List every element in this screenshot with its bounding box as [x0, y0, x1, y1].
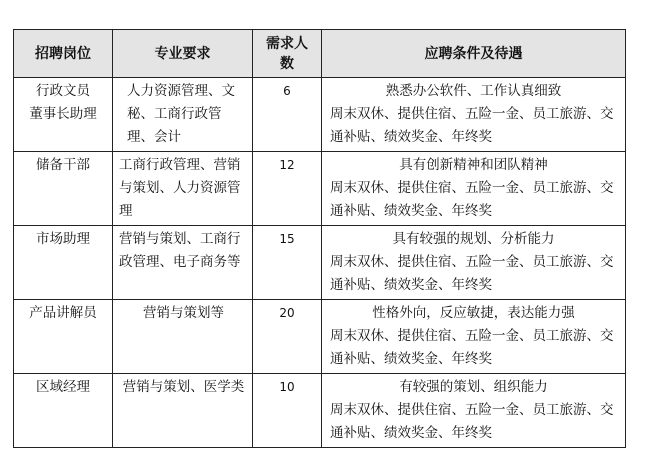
position-cell [14, 300, 113, 374]
condition-text: 性格外向，反应敏捷，表达能力强 [372, 305, 575, 321]
table-row [14, 226, 626, 300]
position-name: 行政文员 [36, 83, 90, 99]
condition-text: 有较强的策划、组织能力 [399, 379, 548, 395]
position-cell [14, 226, 113, 300]
major-cell: 工商行政管理、营销与策划、人力资源管理 [113, 152, 253, 226]
major-cell: 营销与策划等 [113, 300, 253, 374]
position-name: 储备干部 [36, 157, 90, 173]
count-cell: 6 [253, 78, 322, 152]
conditions-cell [322, 374, 626, 448]
count-cell: 10 [253, 374, 322, 448]
condition-text: 具有较强的规划、分析能力 [392, 231, 555, 247]
benefits-text: 周末双休、提供住宿、五险一金、员工旅游、交通补贴、绩效奖金、年终奖 [330, 328, 614, 367]
count-cell: 20 [253, 300, 322, 374]
table-row [14, 152, 626, 226]
condition-text: 熟悉办公软件、工作认真细致 [385, 83, 562, 99]
header-row [14, 30, 626, 78]
conditions-cell [322, 300, 626, 374]
benefits-text: 周末双休、提供住宿、五险一金、员工旅游、交通补贴、绩效奖金、年终奖 [330, 254, 614, 293]
major-cell: 营销与策划、工商行政管理、电子商务等 [113, 226, 253, 300]
position-cell [14, 374, 113, 448]
position-name: 区域经理 [36, 379, 90, 395]
major-cell: 人力资源管理、文秘、工商行政管理、会计 [113, 78, 253, 152]
conditions-cell [322, 78, 626, 152]
header-conditions: 应聘条件及待遇 [322, 30, 626, 78]
header-count-text: 需求人数 [266, 35, 308, 72]
table-row [14, 300, 626, 374]
table-row [14, 374, 626, 448]
conditions-cell [322, 152, 626, 226]
benefits-text: 周末双休、提供住宿、五险一金、员工旅游、交通补贴、绩效奖金、年终奖 [330, 180, 614, 219]
benefits-text: 周末双休、提供住宿、五险一金、员工旅游、交通补贴、绩效奖金、年终奖 [330, 402, 614, 441]
conditions-cell [322, 226, 626, 300]
position-cell [14, 152, 113, 226]
position-name: 市场助理 [36, 231, 90, 247]
position-name: 董事长助理 [29, 106, 97, 122]
recruitment-table [13, 29, 626, 448]
condition-text: 具有创新精神和团队精神 [399, 157, 548, 173]
benefits-text: 周末双休、提供住宿、五险一金、员工旅游、交通补贴、绩效奖金、年终奖 [330, 106, 614, 145]
header-count [253, 30, 322, 78]
table-row [14, 78, 626, 152]
position-name: 产品讲解员 [29, 305, 97, 321]
major-cell: 营销与策划、医学类 [113, 374, 253, 448]
count-cell: 15 [253, 226, 322, 300]
count-cell: 12 [253, 152, 322, 226]
header-position: 招聘岗位 [14, 30, 113, 78]
position-cell [14, 78, 113, 152]
header-major: 专业要求 [113, 30, 253, 78]
